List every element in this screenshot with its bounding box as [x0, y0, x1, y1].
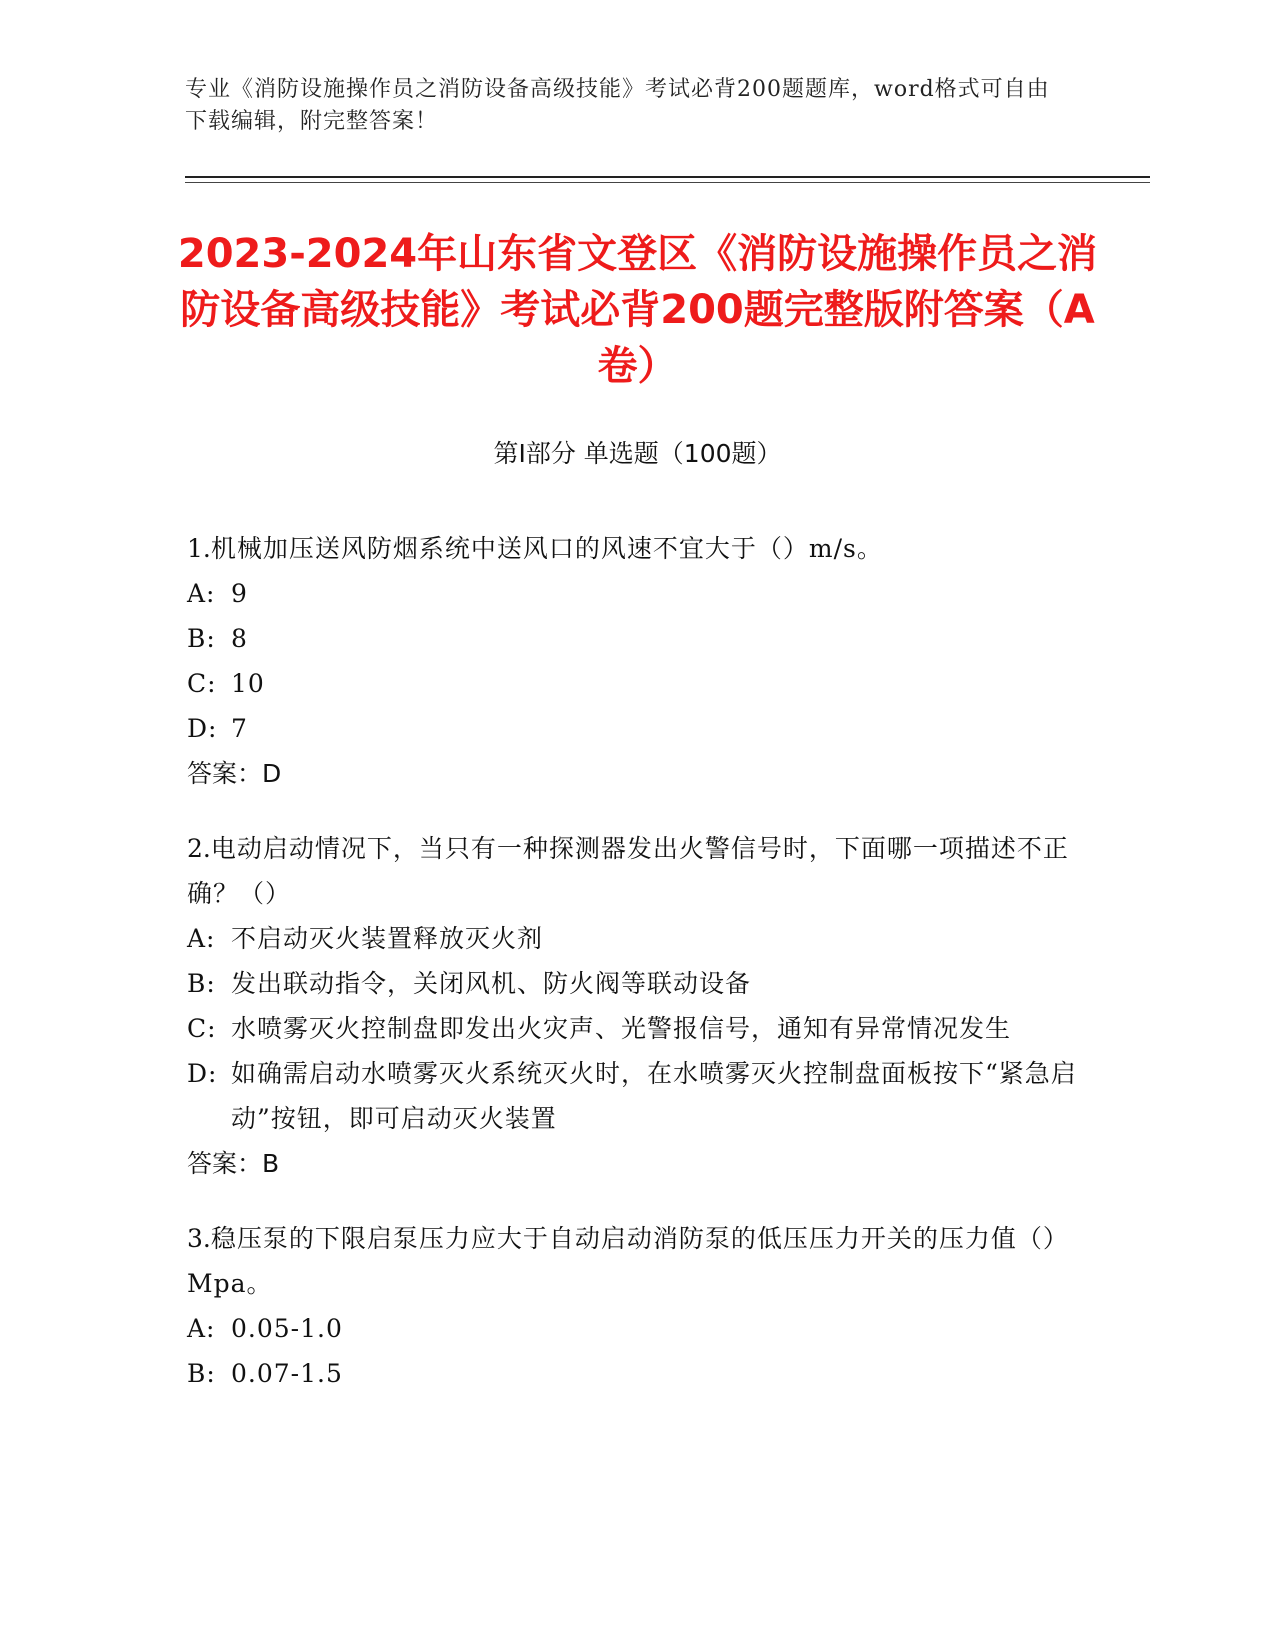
option-text: 0.05-1.0 — [231, 1314, 343, 1343]
option-label: D: — [187, 714, 218, 743]
question-3-text: 稳压泵的下限启泵压力应大于自动启动消防泵的低压压力开关的压力值（）Mpa。 — [187, 1224, 1069, 1298]
question-1-answer — [187, 751, 1087, 796]
document-title: 2023-2024年山东省文登区《消防设施操作员之消防设备高级技能》考试必背200题完整版附答案（A卷） — [177, 231, 1098, 389]
question-1-text: 机械加压送风防烟系统中送风口的风速不宜大于（）m/s。 — [210, 534, 883, 563]
option-label: A: — [187, 1314, 216, 1343]
answer-value: D — [262, 759, 282, 788]
question-2-stem — [187, 826, 1087, 916]
question-2-option-c — [187, 1006, 1087, 1051]
option-text: 发出联动指令，关闭风机、防火阀等联动设备 — [231, 969, 752, 998]
option-label: C: — [187, 1014, 217, 1043]
section-heading: 第I部分 单选题（100题） — [493, 439, 782, 468]
option-text: 水喷雾灭火控制盘即发出火灾声、光警报信号，通知有异常情况发生 — [231, 1014, 1012, 1043]
question-1-option-b — [187, 616, 1087, 661]
question-2-number: 2. — [187, 834, 211, 863]
question-3-option-b — [187, 1351, 1087, 1396]
question-3-number: 3. — [187, 1224, 211, 1253]
header-note: 专业《消防设施操作员之消防设备高级技能》考试必背200题题库，word格式可自由下载编辑，附完整答案！ — [185, 77, 1050, 134]
answer-label: 答案： — [187, 1149, 263, 1178]
option-label: C: — [187, 669, 217, 698]
option-label: D: — [187, 1059, 218, 1088]
option-label: B: — [187, 1359, 216, 1388]
option-text: 7 — [231, 714, 248, 743]
question-3 — [187, 1216, 1087, 1396]
option-text: 8 — [231, 624, 248, 653]
option-label: B: — [187, 624, 216, 653]
option-text: 9 — [231, 579, 248, 608]
question-2 — [187, 826, 1087, 1186]
question-1-stem — [187, 526, 1087, 571]
option-label: B: — [187, 969, 216, 998]
option-text: 10 — [231, 669, 265, 698]
question-2-option-d — [187, 1051, 1087, 1141]
answer-value: B — [262, 1149, 280, 1178]
header-divider-thick — [185, 176, 1150, 178]
question-1 — [187, 526, 1087, 796]
question-1-option-a — [187, 571, 1087, 616]
option-text: 0.07-1.5 — [231, 1359, 343, 1388]
question-1-option-c — [187, 661, 1087, 706]
question-2-text: 电动启动情况下，当只有一种探测器发出火警信号时，下面哪一项描述不正确？（） — [187, 834, 1069, 908]
option-label: A: — [187, 924, 216, 953]
question-3-option-a — [187, 1306, 1087, 1351]
question-2-answer — [187, 1141, 1087, 1186]
answer-label: 答案： — [187, 759, 263, 788]
question-3-stem — [187, 1216, 1087, 1306]
header-divider-thin — [185, 182, 1150, 183]
question-1-number: 1. — [187, 534, 211, 563]
question-2-option-b — [187, 961, 1087, 1006]
question-list — [187, 526, 1087, 1426]
option-text: 如确需启动水喷雾灭火系统灭火时，在水喷雾灭火控制盘面板按下“紧急启动”按钮，即可启动灭火装置 — [231, 1059, 1077, 1133]
option-label: A: — [187, 579, 216, 608]
option-text: 不启动灭火装置释放灭火剂 — [231, 924, 544, 953]
question-1-option-d — [187, 706, 1087, 751]
question-2-option-a — [187, 916, 1087, 961]
